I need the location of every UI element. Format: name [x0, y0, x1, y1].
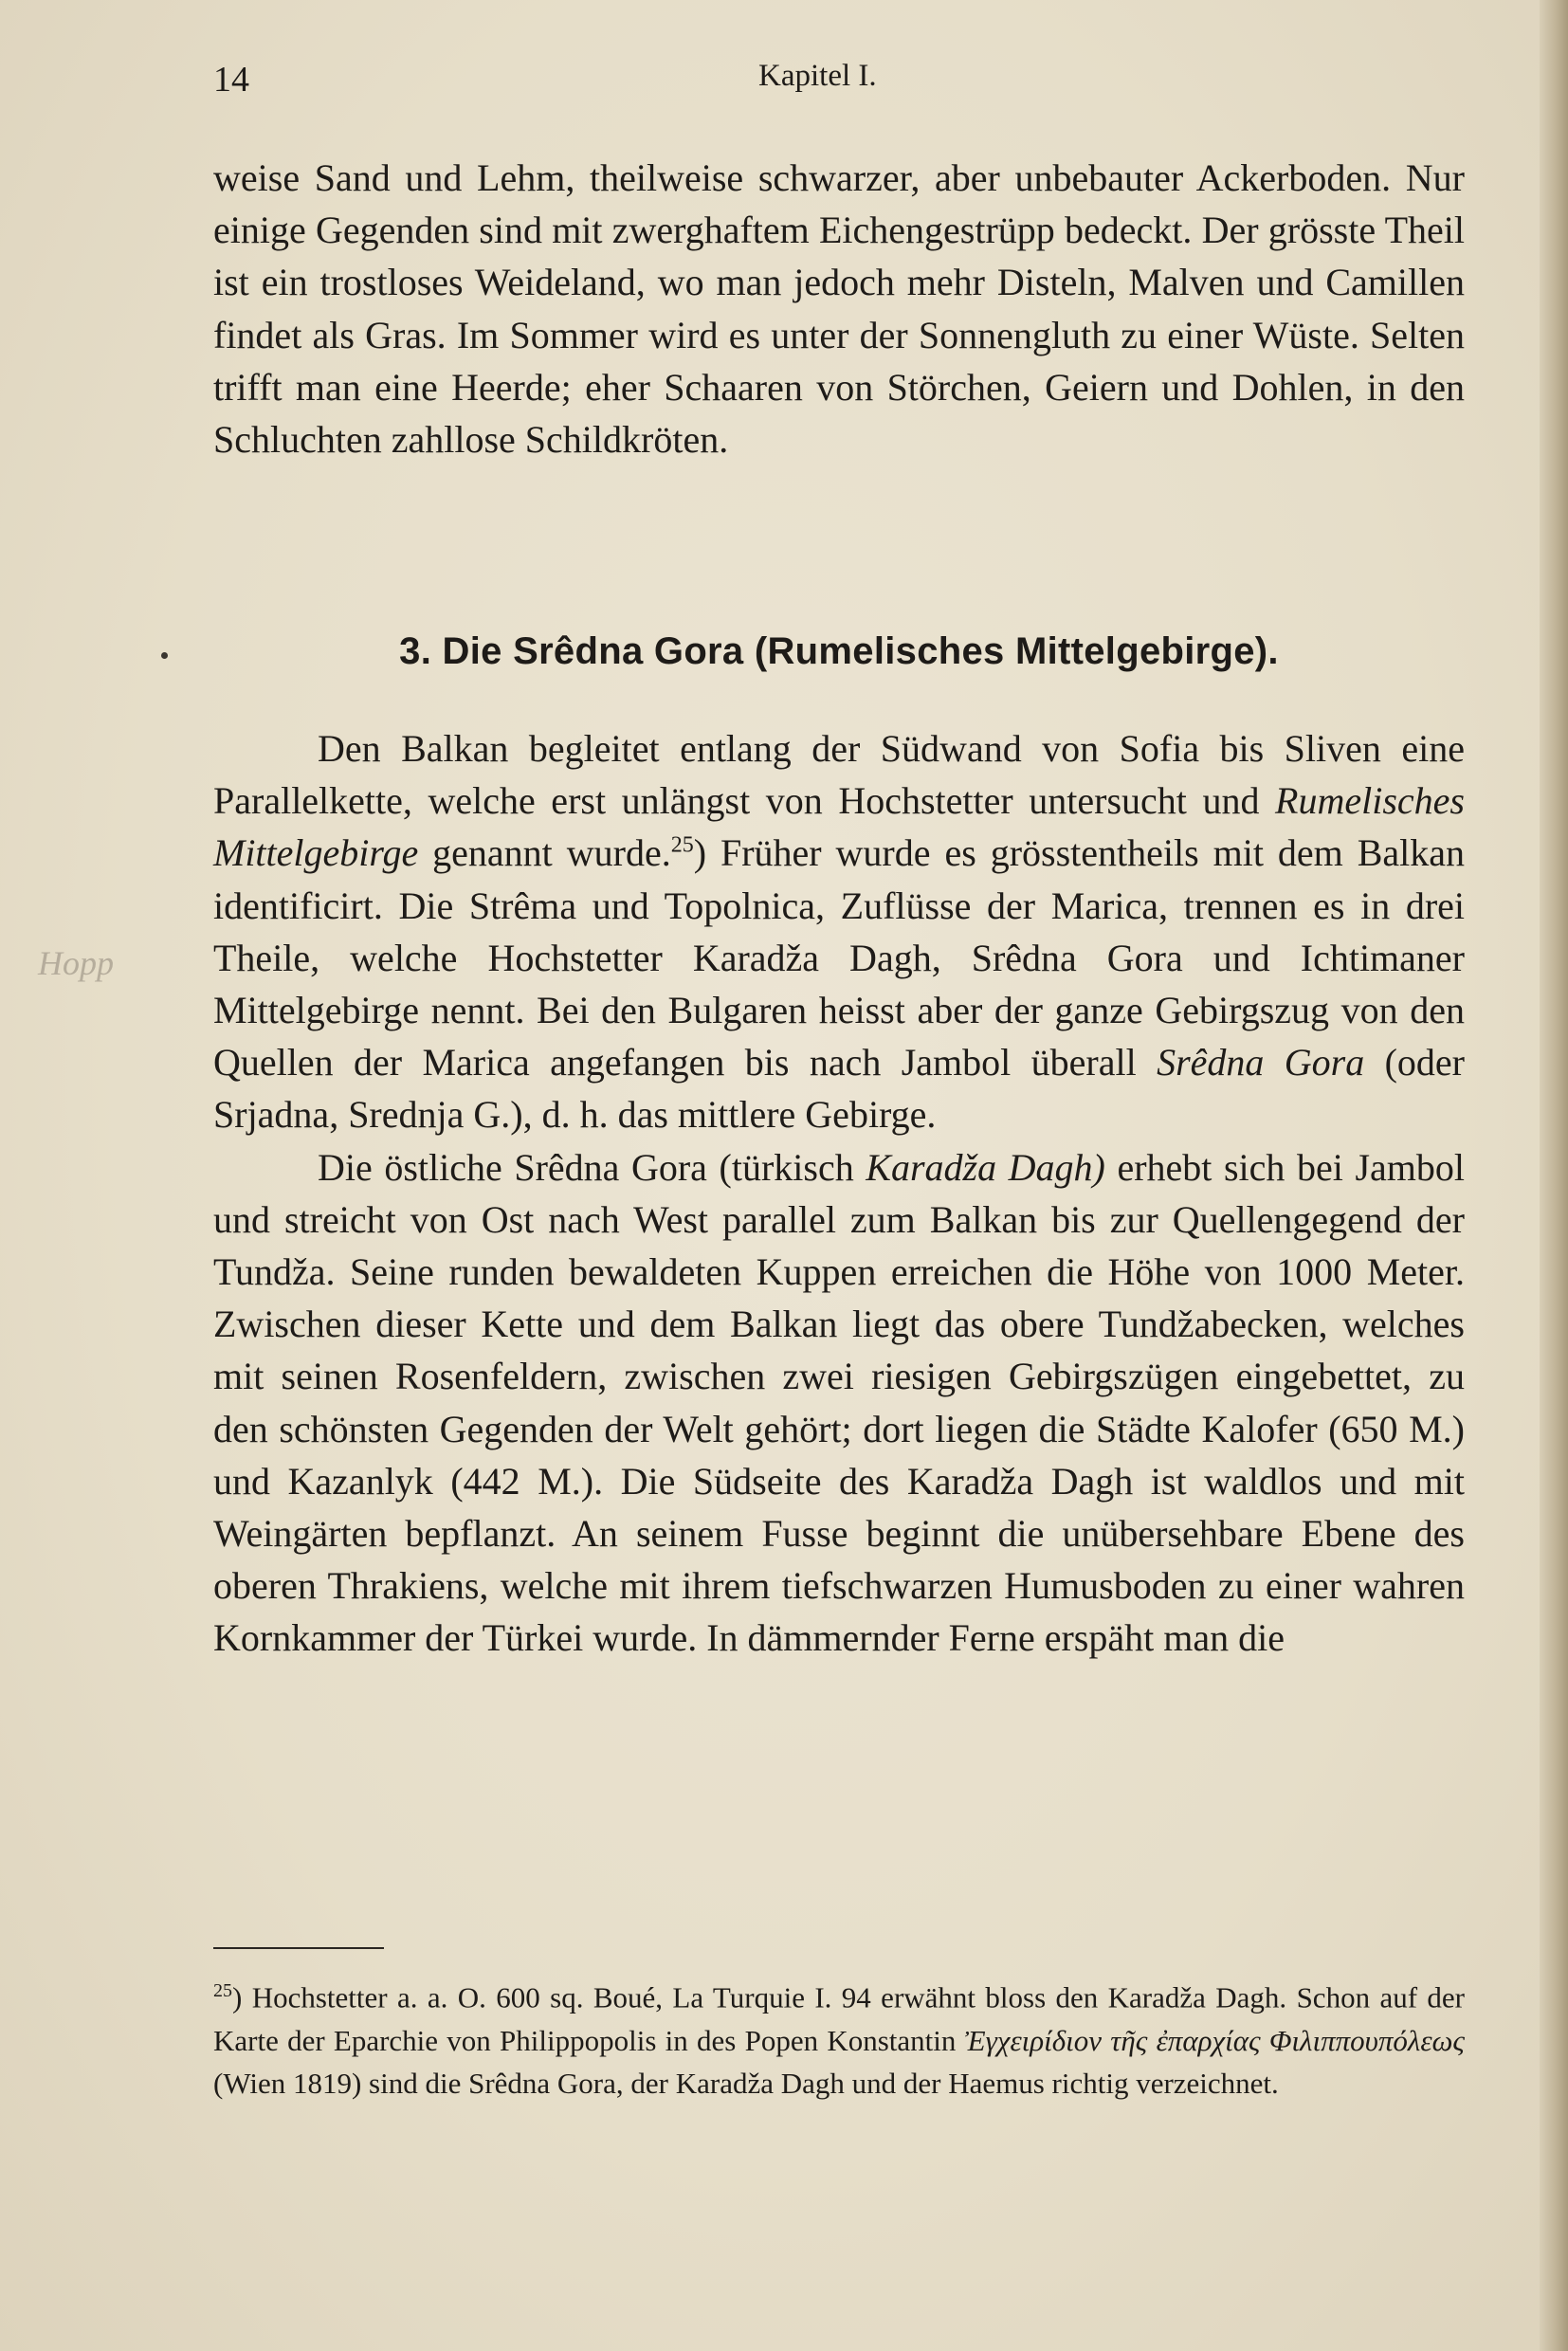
footnote-text-b: (Wien 1819) sind die Srêdna Gora, der Karadža Dagh und der Haemus richtig verzeichnet. [213, 2067, 1279, 2101]
section-body [213, 722, 1465, 1665]
paragraph-2-text-b: erhebt sich bei Jambol und streicht von Ost nach West parallel zum Balkan bis zur Quellengegend der Tundža. Seine runden bewaldeten Kuppen erreichen die Höhe von 1000 Meter. Zwischen dieser Kette und dem Balkan liegt das obere Tundžabecken, welches mit seinen Rosenfeldern, zwischen zwei riesigen Gebirgszügen eingebettet, zu den schönsten Gegenden der Welt gehört; dort liegen die Städte Kalofer (650 M.) und Kazanlyk (442 M.). Die Südseite des Karadža Dagh ist waldlos und mit Weingärten bepflanzt. An seinem Fusse beginnt die unübersehbare Ebene des oberen Thrakiens, welche mit ihrem tiefschwarzen Humusboden zu einer wahren Kornkammer der Türkei wurde. In dämmernder Ferne erspäht man die [213, 1145, 1465, 1660]
paragraph-1-text-c: ) Früher wurde es grösstentheils mit dem Balkan identificirt. Die Strêma und Topolnica, Zuflüsse der Marica, trennen es in drei Theile, welche Hochstetter Karadža Dagh, Srêdna Gora und Ichtimaner Mittelgebirge nennt. Bei den Bulgaren heisst aber der ganze Gebirgszug von den Quellen der Marica angefangen bis nach Jambol überall [213, 831, 1465, 1084]
footnote-mark: 25 [213, 1980, 232, 2001]
paragraph-1-emphasis-c: Srêdna Gora [1157, 1041, 1365, 1084]
footnote-text-a: ) Hochstetter a. a. O. 600 sq. Boué, La Turquie I. 94 erwähnt bloss den Karadža Dagh. Schon auf der Karte der Eparchie von Philippopolis in des Popen Konstantin [213, 1980, 1465, 2057]
margin-dot [161, 652, 168, 659]
paragraph-2-emphasis: Karadža Dagh) [866, 1145, 1105, 1189]
footnote-divider [213, 1947, 384, 1949]
paragraph-1 [213, 722, 1465, 1141]
section-heading: 3. Die Srêdna Gora (Rumelisches Mittelgebirge). [399, 630, 1279, 672]
paragraph-2 [213, 1141, 1465, 1665]
running-head [213, 59, 1465, 116]
footnote [213, 1970, 1465, 2105]
page-number: 14 [213, 60, 249, 100]
paragraph-1-text-b: genannt wurde. [432, 831, 671, 875]
paragraph-2-text-a: Die östliche Srêdna Gora (türkisch [318, 1145, 854, 1189]
footnote-reference[interactable]: 25 [670, 833, 694, 859]
paragraph-1-text-a: Den Balkan begleitet entlang der Südwand von Sofia bis Sliven eine Parallelkette, welche erst unlängst von Hochstetter untersucht und [213, 727, 1465, 823]
page-edge [1540, 0, 1568, 2351]
margin-pencil-note: Hopp [38, 944, 114, 982]
chapter-title: Kapitel I. [758, 59, 877, 93]
continuation-block [213, 152, 1465, 465]
paragraph-1-text-d: (oder Srjadna, Srednja G.), d. h. das mittlere Gebirge. [213, 1041, 1465, 1137]
continuation-paragraph: weise Sand und Lehm, theilweise schwarzer, aber unbebauter Ackerboden. Nur einige Gegenden sind mit zwerghaftem Eichengestrüpp bedeckt. Der grösste Theil ist ein trostloses Weideland, wo man jedoch mehr Disteln, Malven und Camillen findet als Gras. Im Sommer wird es unter der Sonnengluth zu einer Wüste. Selten trifft man eine Heerde; eher Schaaren von Störchen, Geiern und Dohlen, in den Schluchten zahllose Schildkröten. [213, 156, 1465, 462]
footnote-greek-title: Ἐγχειρίδιον τῆς ἐπαρχίας Φιλιππουπόλεως [964, 2023, 1465, 2057]
paragraph-1-emphasis-a: Rumelisches Mittelgebirge [213, 779, 1465, 875]
